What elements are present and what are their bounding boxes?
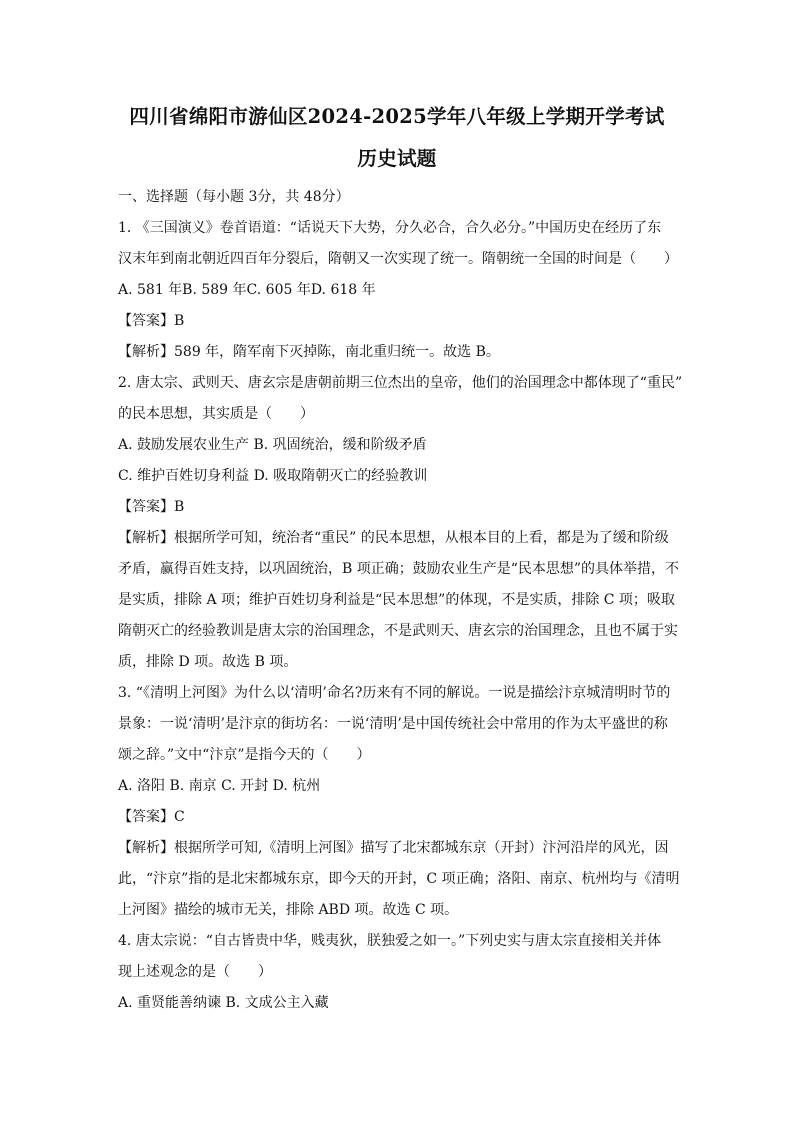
question-3-analysis-line3: 上河图》描绘的城市无关，排除 ABD 项。故选 C 项。	[118, 902, 459, 918]
question-2-analysis-line1	[118, 523, 676, 554]
question-3-options: A. 洛阳 B. 南京 C. 开封 D. 杭州	[118, 778, 321, 794]
question-4-stem-line1: 4. 唐太宗说：“自古皆贵中华，贱夷狄，朕独爱之如一。”下列史实与唐太宗直接相关并体	[118, 933, 662, 949]
question-2-stem-line1: 2. 唐太宗、武则天、唐玄宗是唐朝前期三位杰出的皇帝，他们的治国理念中都体现了“重民”	[118, 375, 683, 391]
section-heading: 一、选择题（每小题 3分，共 48分）	[118, 189, 350, 205]
answer-label: 【答案】	[118, 313, 174, 329]
analysis-text: 589 年，隋军南下灭掉陈，南北重归统一。故选 B。	[174, 344, 500, 360]
document-title-line2: 历史试题	[357, 147, 437, 170]
question-2-analysis-line2: 矛盾，赢得百姓支持，以巩固统治，B 项正确；鼓励农业生产是“民本思想”的具体举措，不	[118, 561, 680, 577]
question-2-analysis-line3: 是实质，排除 A 项；维护百姓切身利益是“民本思想”的体现，不是实质，排除 C 项；吸取	[118, 592, 675, 608]
answer-label: 【答案】	[118, 499, 174, 515]
question-4-stem-line2: 现上述观念的是（ ）	[118, 964, 272, 980]
question-2-analysis-line4: 隋朝灭亡的经验教训是唐太宗的治国理念，不是武则天、唐玄宗的治国理念，且也不属于实	[118, 623, 678, 639]
question-1-options: A. 581 年B. 589 年C. 605 年D. 618 年	[118, 282, 376, 298]
question-3-stem-line2: 景象：一说‘清明’是汴京的街坊名：一说‘清明’是中国传统社会中常用的作为太平盛世的称	[118, 716, 668, 732]
question-1-stem-line1: 1. 《三国演义》卷首语道：“话说天下大势，分久必合，合久必分。”中国历史在经历了东	[118, 220, 662, 236]
answer-value: B	[174, 313, 185, 329]
analysis-text: 根据所学可知,《清明上河图》描写了北宋都城东京（开封）汴河沿岸的风光，因	[174, 840, 669, 856]
answer-label: 【答案】	[118, 809, 174, 825]
answer-value: C	[174, 809, 185, 825]
question-4-options: A. 重贤能善纳谏 B. 文成公主入藏	[118, 995, 329, 1011]
analysis-label: 【解析】	[118, 840, 174, 856]
question-2-options-line1: A. 鼓励发展农业生产 B. 巩固统治，缓和阶级矛盾	[118, 437, 427, 453]
document-title-line1: 四川省绵阳市游仙区2024-2025学年八年级上学期开学考试	[129, 105, 665, 128]
question-1-stem-line2: 汉末年到南北朝近四百年分裂后，隋朝又一次实现了统一。隋朝统一全国的时间是（ ）	[118, 251, 678, 267]
analysis-label: 【解析】	[118, 344, 174, 360]
question-3-stem-line3: 颂之辞。”文中“汴京”是指今天的（ ）	[118, 747, 371, 763]
question-2-answer	[118, 492, 676, 523]
question-3	[118, 678, 680, 926]
question-1-answer	[118, 306, 676, 337]
question-2-analysis-line5: 质，排除 D 项。故选 B 项。	[118, 654, 298, 670]
question-3-answer	[118, 802, 676, 833]
question-1-analysis	[118, 337, 676, 368]
question-3-stem-line1: 3. “《清明上河图》为什么以‘清明’命名?历来有不同的解说。一说是描绘汴京城清明时节的	[118, 685, 671, 701]
analysis-text: 根据所学可知，统治者“重民” 的民本思想，从根本目的上看，都是为了缓和阶级	[174, 530, 669, 546]
question-3-analysis-line2: 此，“汴京”指的是北宋都城东京，即今天的开封，C 项正确；洛阳、南京、杭州均与《清明	[118, 871, 680, 887]
question-1	[118, 213, 676, 368]
question-2-options-line2: C. 维护百姓切身利益 D. 吸取隋朝灭亡的经验教训	[118, 468, 428, 484]
question-2-stem-line2: 的民本思想，其实质是（ ）	[118, 406, 314, 422]
question-3-analysis-line1	[118, 833, 676, 864]
question-2	[118, 368, 683, 678]
analysis-label: 【解析】	[118, 530, 174, 546]
answer-value: B	[174, 499, 185, 515]
question-4	[118, 926, 676, 1019]
